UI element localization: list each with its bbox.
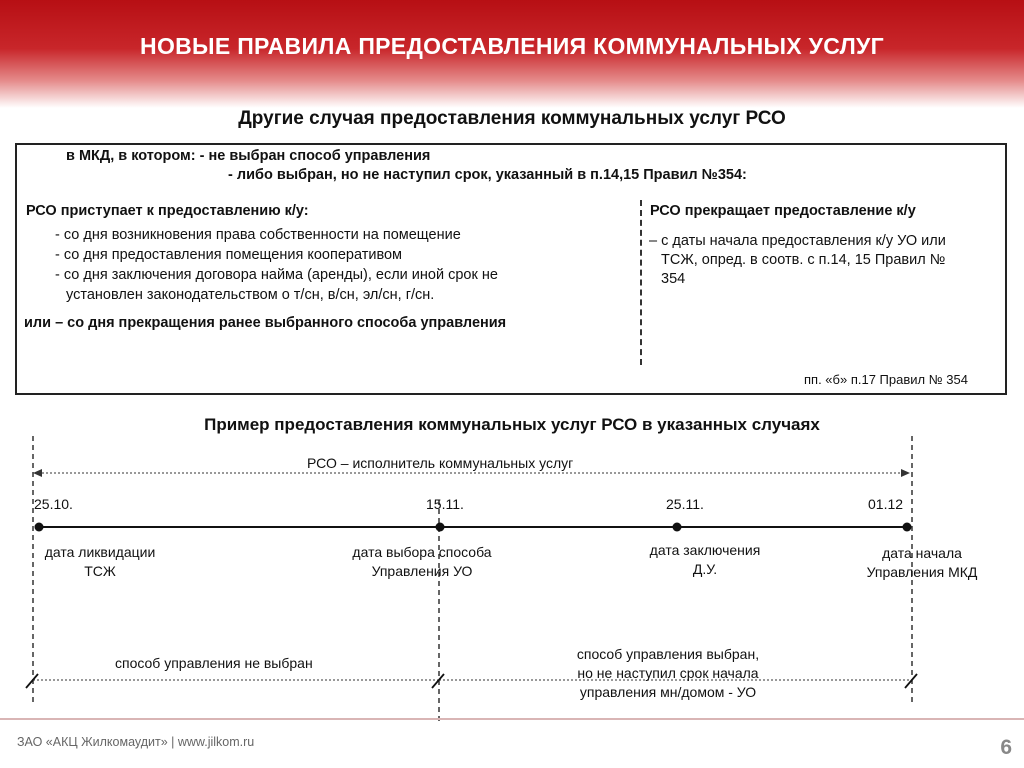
period-right-line-1: способ управления выбран, [576,646,760,662]
date-4: 01.12 [868,496,904,512]
event-4-line-2: Управления МКД [866,564,978,580]
event-1-line-2: ТСЖ [84,563,116,579]
period-tick-right [905,674,917,688]
intro-line-1: в МКД, в котором: - не выбран способ управления [66,148,431,164]
period-tick-left [26,674,38,688]
event-2-line-1: дата выбора способа [352,544,492,560]
timeline-point-3 [673,523,682,532]
reference-note: пп. «б» п.17 Правил № 354 [804,372,968,387]
event-1 [20,543,180,581]
event-3-line-2: Д.У. [692,561,718,577]
right-line-1: – с даты начала предоставления к/у УО или [649,233,946,249]
left-item-4: установлен законодательством о т/сн, в/сн, эл/сн, г/сн. [66,287,435,303]
event-2-line-2: Управления УО [371,563,473,579]
span-arrow-right-head [901,469,910,477]
span-arrow-left-head [33,469,42,477]
page-number: 6 [1000,736,1012,759]
or-line: или – со дня прекращения ранее выбранного способа управления [24,315,507,331]
period-right-line-2: но не наступил срок начала [577,665,759,681]
right-heading: РСО прекращает предоставление к/у [650,203,916,219]
span-label: РСО – исполнитель коммунальных услуг [307,455,574,471]
event-3-line-1: дата заключения [649,542,761,558]
timeline-point-4 [903,523,912,532]
date-3: 25.11. [666,496,704,512]
period-right-line-3: управления мн/домом - УО [579,684,757,700]
event-4 [852,544,992,582]
period-left-label: способ управления не выбран [115,655,313,671]
left-item-2: - со дня предоставления помещения кооперативом [55,247,403,263]
event-2 [337,543,507,581]
timeline-point-2 [436,523,445,532]
period-tick-mid [432,674,444,688]
footer-divider [0,718,1024,720]
intro-line-2: - либо выбран, но не наступил срок, указанный в п.14,15 Правил №354: [228,167,747,183]
right-line-2: ТСЖ, опред. в соотв. с п.14, 15 Правил № [661,252,946,268]
left-heading: РСО приступает к предоставлению к/у: [26,203,309,219]
footer-company: ЗАО «АКЦ Жилкомаудит» | www.jilkom.ru [17,735,255,749]
section2-title: Пример предоставления коммунальных услуг РСО в указанных случаях [204,415,820,434]
section1-title: Другие случая предоставления коммунальных услуг РСО [238,108,786,129]
left-item-1: - со дня возникновения права собственности на помещение [55,227,461,243]
event-4-line-1: дата начала [882,545,962,561]
right-line-3: 354 [661,271,686,287]
date-1: 25.10. [34,496,73,512]
left-item-3: - со дня заключения договора найма (аренды), если иной срок не [55,267,498,283]
timeline-point-1 [35,523,44,532]
period-right-label [553,645,783,702]
date-2: 15.11. [426,496,464,512]
event-3 [625,541,785,579]
event-1-line-1: дата ликвидации [44,544,156,560]
page-title: НОВЫЕ ПРАВИЛА ПРЕДОСТАВЛЕНИЯ КОММУНАЛЬНЫХ УСЛУГ [140,33,884,59]
